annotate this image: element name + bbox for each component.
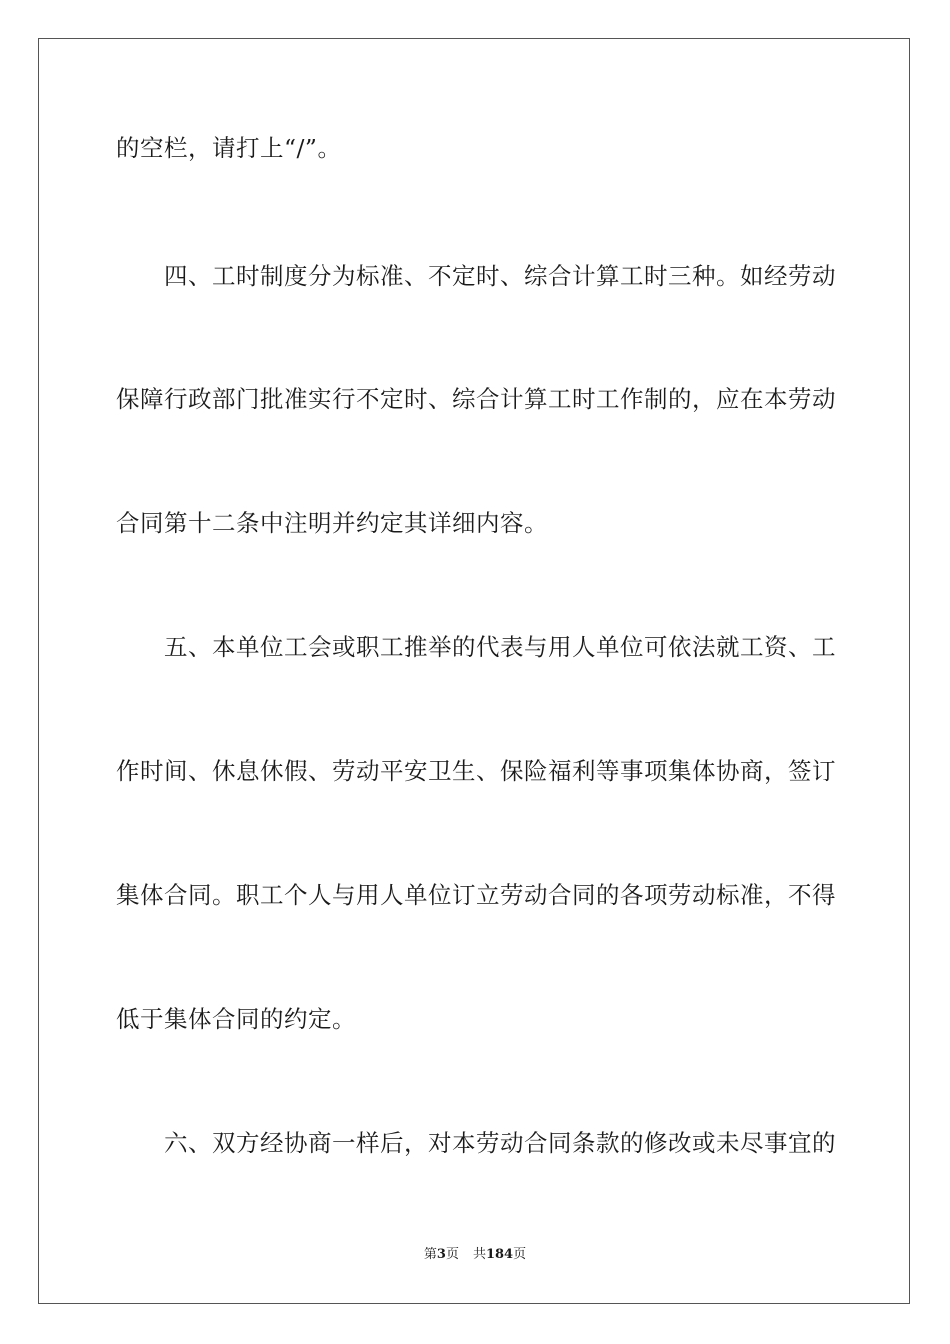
current-page-number: 3 (436, 1247, 446, 1262)
paragraph-line-3: 保障行政部门批准实行不定时、综合计算工时工作制的，应在本劳动 (116, 385, 836, 413)
paragraph-line-1: 的空栏，请打上“/”。 (116, 134, 342, 162)
paragraph-line-7: 集体合同。职工个人与用人单位订立劳动合同的各项劳动标准，不得 (116, 881, 836, 909)
page-prefix: 第 (423, 1247, 437, 1262)
paragraph-line-8: 低于集体合同的约定。 (116, 1005, 356, 1033)
paragraph-line-2: 四、工时制度分为标准、不定时、综合计算工时三种。如经劳动 (164, 262, 836, 290)
total-page-number: 184 (485, 1247, 514, 1262)
paragraph-line-9: 六、双方经协商一样后，对本劳动合同条款的修改或未尽事宜的 (164, 1129, 836, 1157)
paragraph-line-6: 作时间、休息休假、劳动平安卫生、保险福利等事项集体协商，签订 (116, 757, 836, 785)
page-footer (0, 1246, 950, 1264)
page-suffix: 页 (445, 1247, 459, 1262)
paragraph-line-4: 合同第十二条中注明并约定其详细内容。 (116, 509, 548, 537)
total-prefix: 共 (472, 1247, 486, 1262)
page-border (38, 38, 910, 1304)
paragraph-line-5: 五、本单位工会或职工推举的代表与用人单位可依法就工资、工 (164, 633, 836, 661)
total-suffix: 页 (513, 1247, 527, 1262)
